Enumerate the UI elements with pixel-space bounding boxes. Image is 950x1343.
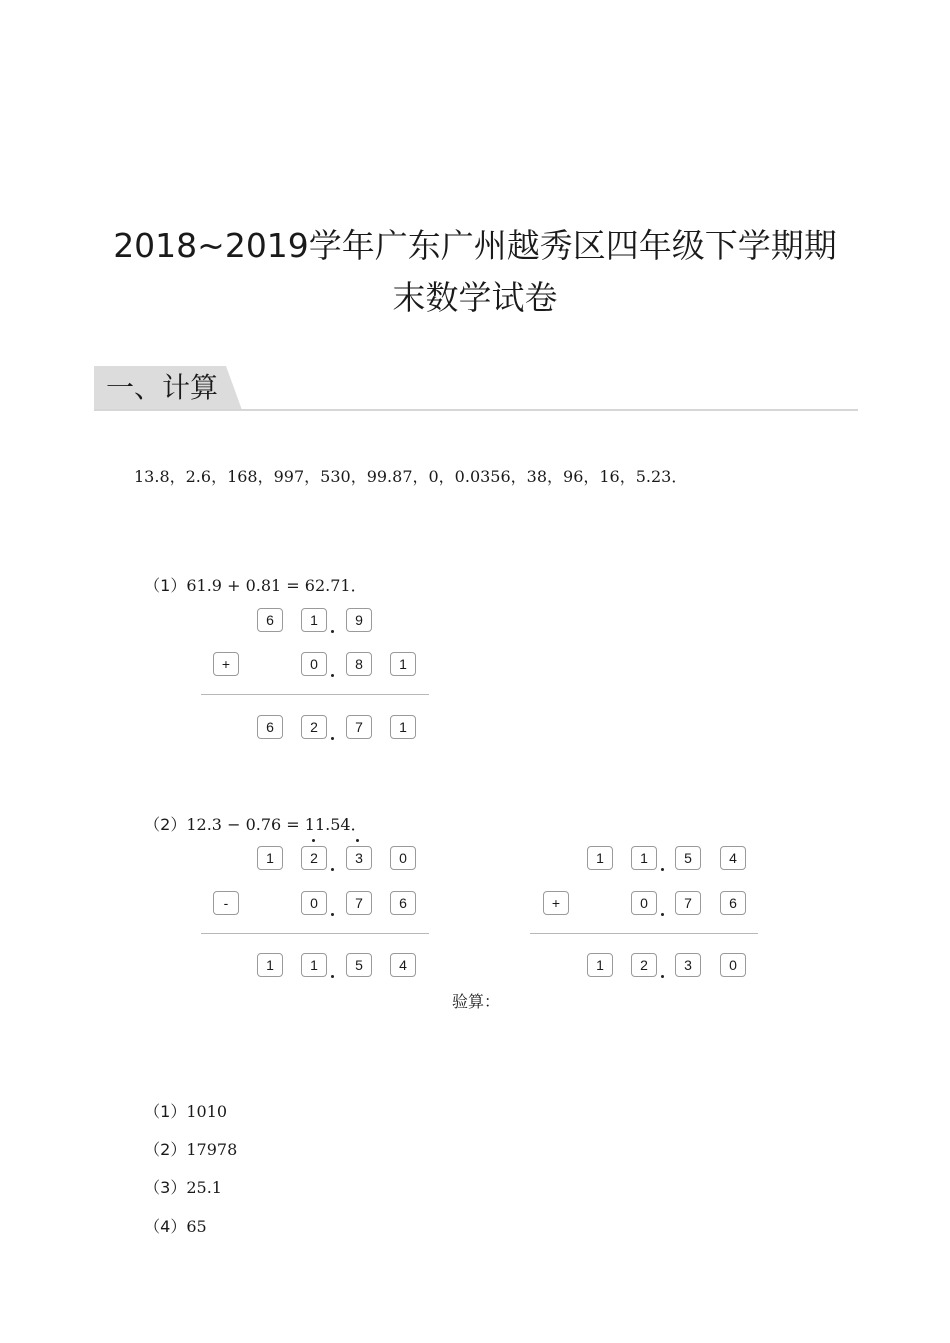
q2-left-result-digit: 4 — [390, 953, 416, 977]
list-item-value: 65 — [186, 1217, 207, 1236]
q2-right-row2-digit: 6 — [720, 891, 746, 915]
q2-left-operator: - — [213, 891, 239, 915]
list-item-number: （4） — [144, 1217, 187, 1236]
section-header — [94, 366, 858, 412]
q1-row1-digit: 9 — [346, 608, 372, 632]
decimal-point — [331, 630, 334, 633]
q2-left-row1-digit: 0 — [390, 846, 416, 870]
q1-expression: 61.9 + 0.81 = 62.71． — [186, 576, 367, 595]
q2-left-row1-digit: 2 — [301, 846, 327, 870]
document-title — [95, 220, 855, 324]
q1-heading — [134, 553, 367, 597]
decimal-point — [331, 674, 334, 677]
q1-number: （1） — [144, 576, 187, 595]
list-item-value: 1010 — [186, 1102, 228, 1121]
q2-left-sum-line — [201, 933, 429, 934]
q2-right-row1-digit: 5 — [675, 846, 701, 870]
q2-number: （2） — [144, 815, 187, 834]
q1-row1-digit: 1 — [301, 608, 327, 632]
q2-right-row2-digit: 7 — [675, 891, 701, 915]
q1-result-digit: 6 — [257, 715, 283, 739]
q2-left-row1-digit: 3 — [346, 846, 372, 870]
decimal-point — [331, 975, 334, 978]
q1-row2-digit: 8 — [346, 652, 372, 676]
section-divider — [94, 409, 858, 411]
decimal-point — [331, 913, 334, 916]
q1-row2-digit: 0 — [301, 652, 327, 676]
q1-result-digit: 2 — [301, 715, 327, 739]
q2-right-result-digit: 2 — [631, 953, 657, 977]
answers-line: 13.8，2.6，168，997，530，99.87，0，0.0356，38，96，16，5.23． — [134, 467, 688, 486]
section-label: 一、计算 — [106, 371, 219, 404]
q1-sum-line — [201, 694, 429, 695]
q2-right-result-digit: 0 — [720, 953, 746, 977]
check-label: 验算： — [452, 992, 501, 1011]
q2-left-result-digit: 1 — [301, 953, 327, 977]
q1-result-digit: 7 — [346, 715, 372, 739]
list-item-value: 25.1 — [186, 1178, 222, 1197]
q1-result-digit: 1 — [390, 715, 416, 739]
q2-right-operator: + — [543, 891, 569, 915]
q2-left-row1-digit: 1 — [257, 846, 283, 870]
borrow-dot — [312, 839, 315, 842]
q1-operator: + — [213, 652, 239, 676]
list-item — [134, 1155, 222, 1199]
list-item-number: （3） — [144, 1178, 187, 1197]
q2-right-row1-digit: 1 — [631, 846, 657, 870]
q2-heading — [134, 792, 367, 836]
list-item-number: （2） — [144, 1140, 187, 1159]
title-line-1: 2018~2019学年广东广州越秀区四年级下学期期 — [113, 226, 837, 265]
list-item-number: （1） — [144, 1102, 187, 1121]
q2-right-row1-digit: 4 — [720, 846, 746, 870]
q1-row2-digit: 1 — [390, 652, 416, 676]
q2-right-result-digit: 1 — [587, 953, 613, 977]
decimal-point — [331, 737, 334, 740]
list-item-value: 17978 — [186, 1140, 238, 1159]
title-line-2: 末数学试卷 — [392, 278, 558, 317]
decimal-point — [661, 868, 664, 871]
q2-right-result-digit: 3 — [675, 953, 701, 977]
q2-expression: 12.3 − 0.76 = 11.54． — [186, 815, 367, 834]
q2-left-row2-digit: 7 — [346, 891, 372, 915]
q2-left-row2-digit: 0 — [301, 891, 327, 915]
q2-left-result-digit: 1 — [257, 953, 283, 977]
borrow-dot — [356, 839, 359, 842]
q2-left-result-digit: 5 — [346, 953, 372, 977]
decimal-point — [661, 975, 664, 978]
list-item — [134, 1194, 207, 1238]
decimal-point — [331, 868, 334, 871]
q2-right-row1-digit: 1 — [587, 846, 613, 870]
q2-left-row2-digit: 6 — [390, 891, 416, 915]
decimal-point — [661, 913, 664, 916]
q2-right-sum-line — [530, 933, 758, 934]
q1-row1-digit: 6 — [257, 608, 283, 632]
q2-right-row2-digit: 0 — [631, 891, 657, 915]
